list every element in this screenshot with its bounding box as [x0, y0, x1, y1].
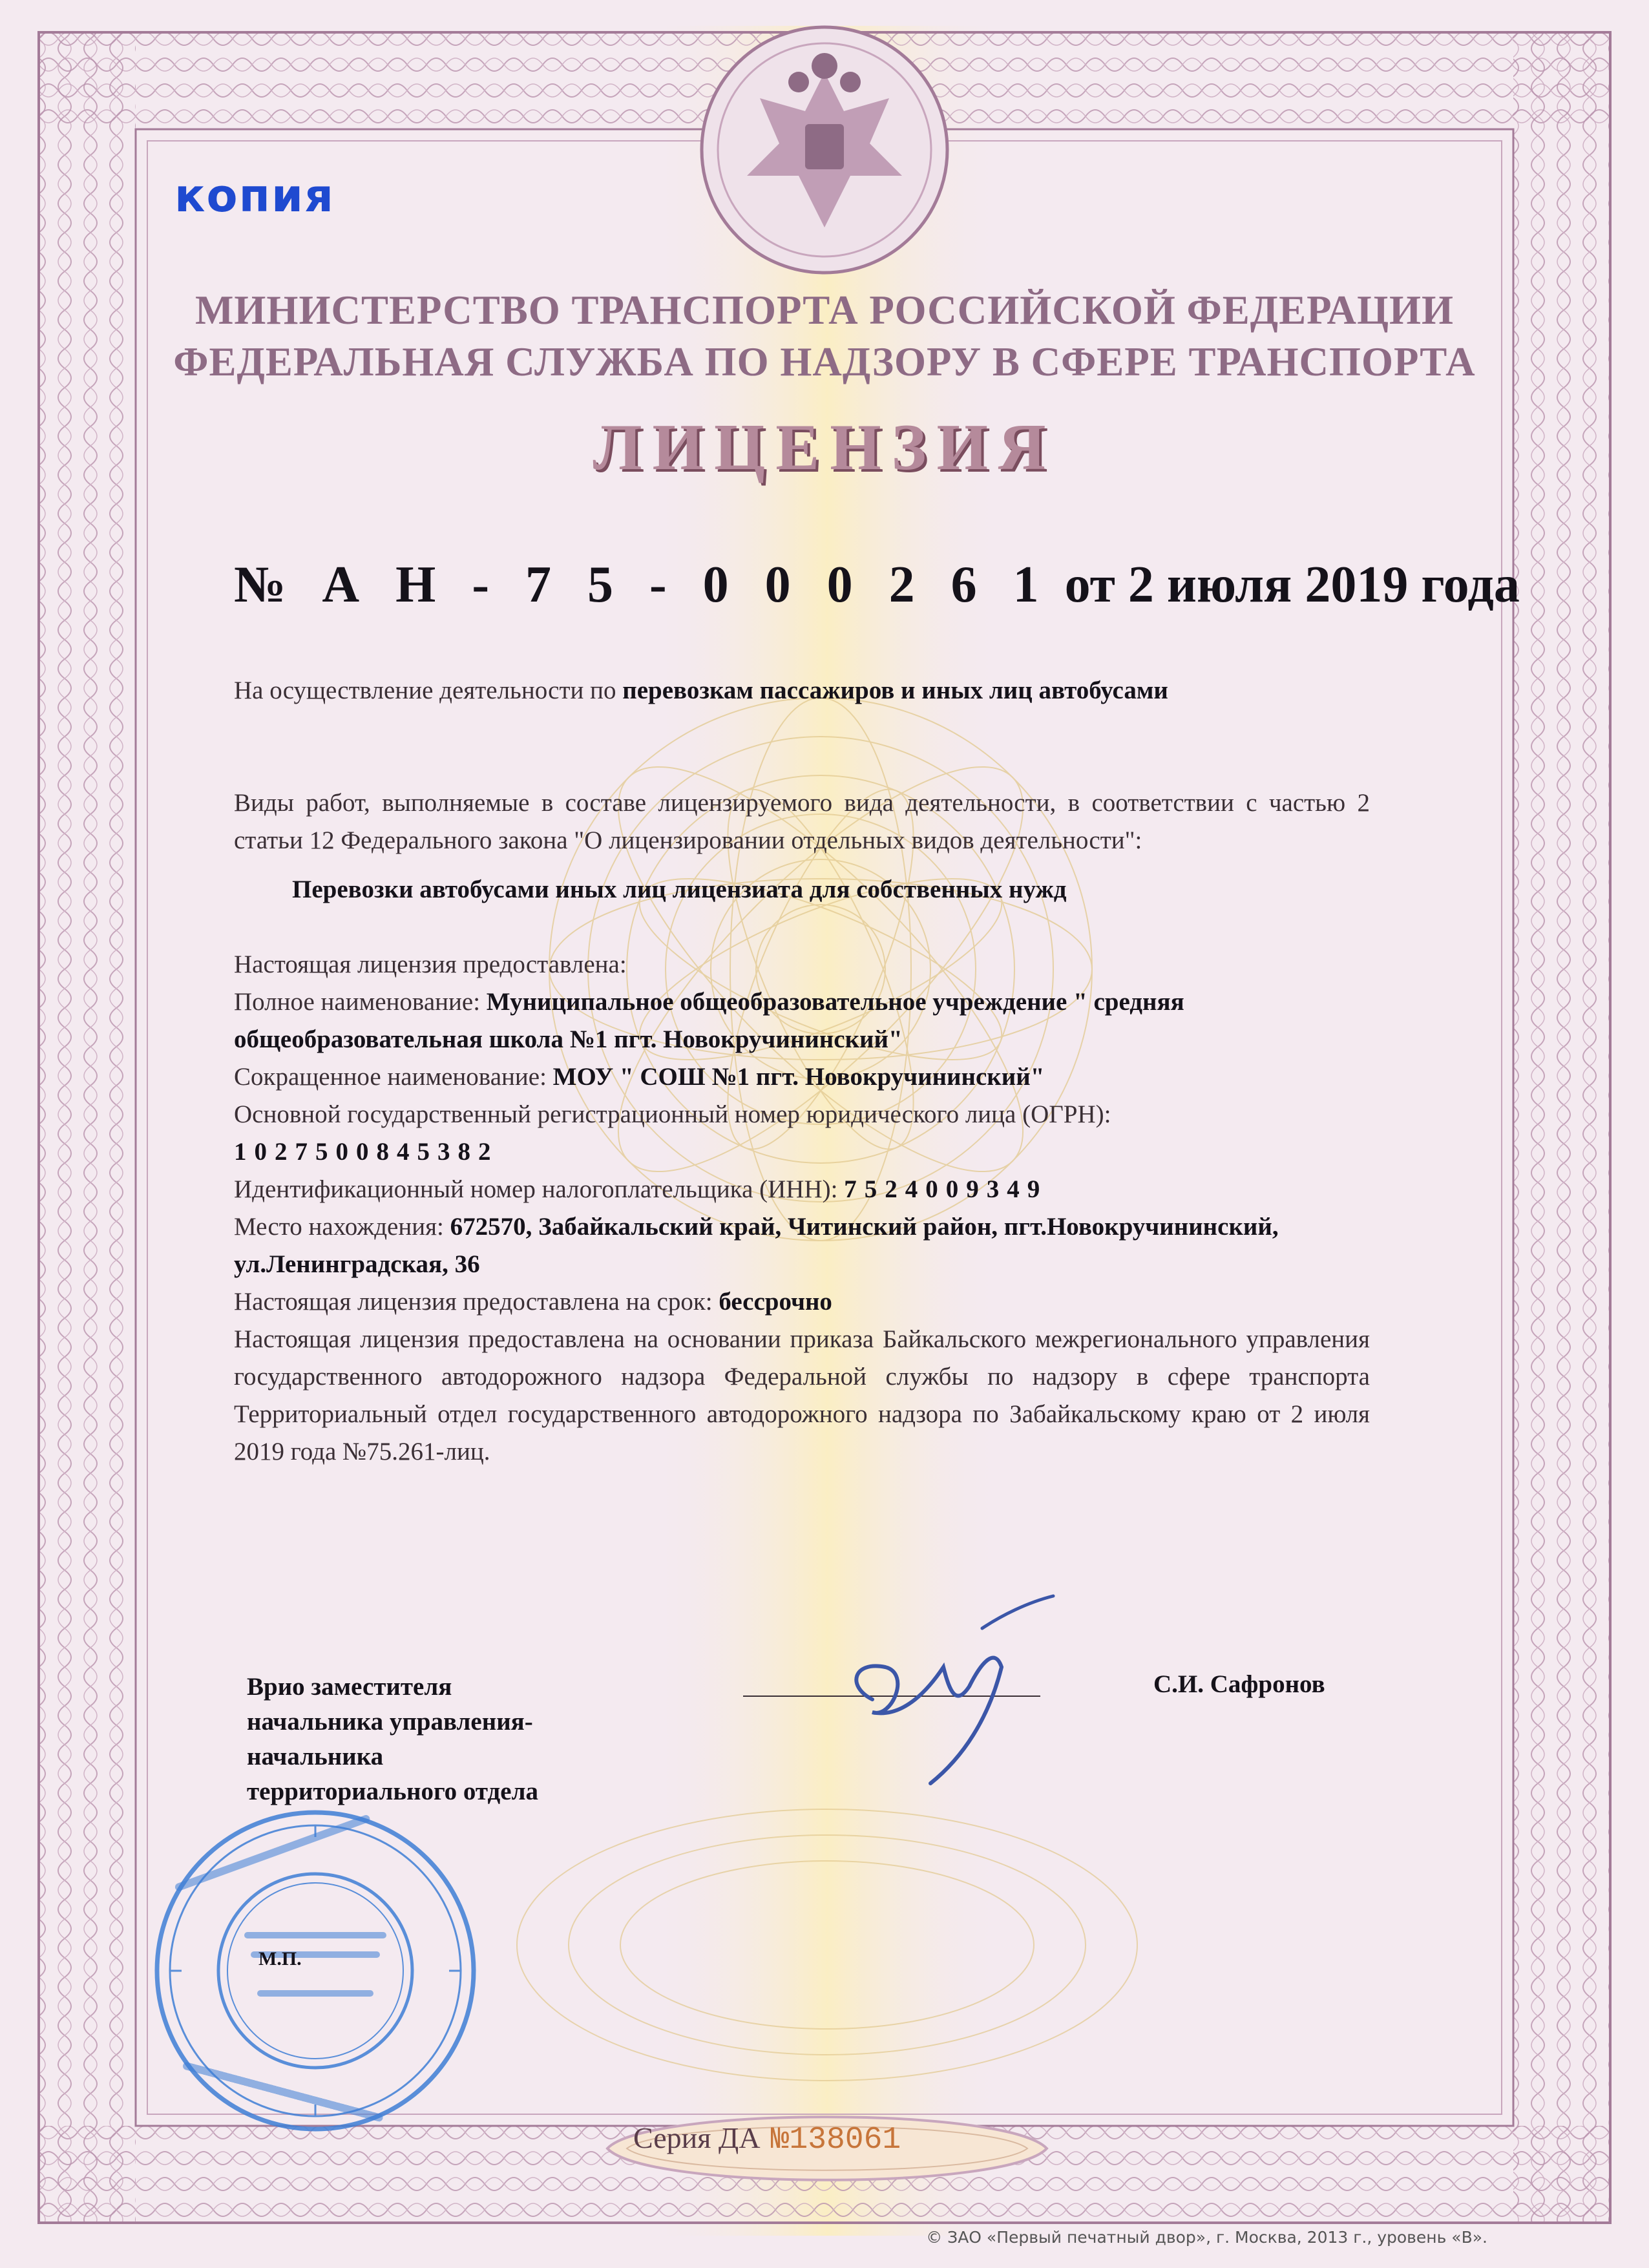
handwritten-signature: [834, 1590, 1079, 1796]
term-line: [234, 1283, 1370, 1321]
license-body: [234, 672, 1370, 1471]
activity-line: [234, 672, 1370, 709]
activity-name: перевозкам пассажиров и иных лиц автобусами: [622, 677, 1168, 704]
signer-position: [247, 1670, 538, 1809]
service-name: ФЕДЕРАЛЬНАЯ СЛУЖБА ПО НАДЗОРУ В СФЕРЕ ТРАНСПОРТА: [173, 339, 1476, 384]
series-number: №138061: [770, 2123, 901, 2158]
signer-name: С.И. Сафронов: [1153, 1670, 1325, 1698]
document-title: ЛИЦЕНЗИЯ: [593, 411, 1056, 484]
address-value: 672570, Забайкальский край, Читинский район, пгт.Новокручининский, ул.Ленинградская, 36: [234, 1213, 1279, 1278]
license-date: от 2 июля 2019 года: [1064, 556, 1520, 613]
inn-label: Идентификационный номер налогоплательщика (ИНН):: [234, 1175, 838, 1203]
inn-line: [234, 1171, 1370, 1208]
series-label: Серия ДА: [633, 2121, 761, 2154]
ogrn-value: 1027500845382: [234, 1138, 499, 1166]
official-seal-stamp: [147, 1803, 483, 2139]
full-name-label: Полное наименование:: [234, 988, 481, 1016]
ogrn-label: Основной государственный регистрационный номер юридического лица (ОГРН):: [234, 1100, 1111, 1128]
signer-position-line3: начальника: [247, 1743, 384, 1770]
granted-label: Настоящая лицензия предоставлена:: [234, 950, 627, 978]
series-info: [633, 2121, 901, 2158]
ministry-name: МИНИСТЕРСТВО ТРАНСПОРТА РОССИЙСКОЙ ФЕДЕРАЦИИ: [194, 288, 1455, 333]
basis-text: Настоящая лицензия предоставлена на основании приказа Байкальского межрегионального управления государственного автодорожного надзора Федеральной службы по надзору в сфере транспорта Территориальный отдел государственного автодорожного надзора по Забайкальскому краю от 2 июля 2019 года №75.261-лиц.: [234, 1325, 1370, 1465]
signer-position-line4: территориального отдела: [247, 1778, 538, 1805]
term-value: бессрочно: [719, 1288, 832, 1316]
full-name-value: Муниципальное общеобразовательное учреждение " средняя общеобразовательная школа №1 пгт. Новокручининский": [234, 988, 1184, 1053]
signer-position-line2: начальника управления-: [247, 1708, 533, 1736]
inn-value: 7524009349: [844, 1175, 1048, 1203]
work-type-item: Перевозки автобусами иных лиц лицензиата для собственных нужд: [292, 876, 1067, 903]
stamp-place-label: М.П.: [258, 1948, 302, 1969]
short-name-line: [234, 1058, 1370, 1096]
license-number: [234, 556, 1520, 614]
address-label: Место нахождения:: [234, 1213, 444, 1241]
short-name-value: МОУ " СОШ №1 пгт. Новокручининский": [552, 1063, 1045, 1091]
printer-note: © ЗАО «Первый печатный двор», г. Москва, 2013 г., уровень «В».: [926, 2228, 1487, 2247]
full-name-line: [234, 983, 1370, 1058]
term-label: Настоящая лицензия предоставлена на срок:: [234, 1288, 713, 1316]
signer-position-line1: Врио заместителя: [247, 1673, 452, 1701]
short-name-label: Сокращенное наименование:: [234, 1063, 547, 1091]
work-types-intro: Виды работ, выполняемые в составе лицензируемого вида деятельности, в соответствии с частью 2 статьи 12 Федерального закона "О лицензировании отдельных видов деятельности":: [234, 789, 1370, 854]
coat-of-arms-emblem: [669, 21, 980, 279]
activity-prefix: На осуществление деятельности по: [234, 677, 616, 704]
license-number-value: № А Н - 7 5 - 0 0 0 2 6 1: [234, 556, 1051, 613]
copy-mark: копия: [174, 169, 335, 222]
address-line: [234, 1208, 1370, 1283]
ogrn-line: [234, 1133, 1370, 1171]
